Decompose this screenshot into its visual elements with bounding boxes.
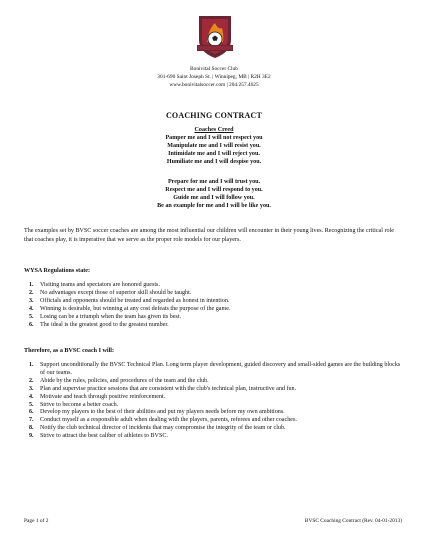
creed-block-2 xyxy=(0,179,428,211)
club-name: Bonivital Soccer Club xyxy=(190,66,238,72)
coach-heading: Therefore, as a BVSC coach I will: xyxy=(24,348,114,354)
list-item: 2. Abide by the rules, policies, and procedures of the team and the club. xyxy=(29,377,209,384)
list-item: 6. Develop my players to the best of their abilities and put my players needs before my own ambitions. xyxy=(29,409,285,416)
list-item: 8. Notify the club technical director of incidents that may compromise the integrity of the team or club. xyxy=(29,425,286,432)
list-item: 4. Winning is desirable, but winning at any cost defeats the purpose of the game. xyxy=(29,305,231,312)
list-item: 6. The ideal is the greatest good to the greatest number. xyxy=(29,321,169,328)
creed-line: Prepare for me and I will trust you. xyxy=(167,179,261,185)
club-logo xyxy=(196,12,234,60)
list-item: 9. Strive to attract the best caliber of athletes to BVSC. xyxy=(29,433,168,440)
wysa-list xyxy=(24,282,402,329)
list-item: 5. Strive to become a better coach. xyxy=(29,401,119,408)
creed-heading: Coaches Creed xyxy=(194,127,234,133)
list-item: 7. Conduct myself as a responsible adult when dealing with the players, parents, referees and other coaches. xyxy=(29,417,297,424)
list-item: 3. Officials and opponents should be treated and regarded as honest in intention. xyxy=(29,297,230,304)
list-item: 2. No advantages except those of superior skill should be taught. xyxy=(29,289,192,296)
list-item: 5. Losing can be a triumph when the team has given its best. xyxy=(29,313,182,320)
footer-document-revision: BVSC Coaching Contract (Rev. 04-01-2013) xyxy=(304,518,402,524)
list-item: 1. Support unconditionally the BVSC Technical Plan. Long term player development, guided discovery and small-sided games are the building blocks of our teams. xyxy=(29,362,401,376)
footer-page-number: Page 1 of 2 xyxy=(24,518,49,524)
coach-list xyxy=(24,362,402,441)
creed-block-1 xyxy=(0,127,428,167)
wysa-heading: WYSA Regulations state: xyxy=(24,268,91,274)
page-title: COACHING CONTRACT xyxy=(165,111,263,120)
list-item: 3. Plan and supervise practice sessions that are consistent with the club's technical plan, instructive and fun. xyxy=(29,385,297,392)
club-contact: www.bonivitalsoccer.com | 204.257.4625 xyxy=(169,82,259,88)
list-item: 4. Motivate and teach through positive reinforcement. xyxy=(29,393,166,400)
creed-line: Humiliate me and I will despise you. xyxy=(166,158,262,165)
list-item: 1. Visiting teams and spectators are honored guests. xyxy=(29,282,160,288)
creed-line: Manipulate me and I will resist you. xyxy=(167,142,261,149)
shield-soccer-ball-icon xyxy=(196,12,234,60)
club-address: 301-690 Saint Joseph St. | Winnipeg, MB | R2H 3E2 xyxy=(157,74,271,80)
intro-paragraph: The examples set by BVSC soccer coaches are among the most influential our children will encounter in their young lives. Recognizing the critical role that coaches play, it is imperative that we serve as the proper role models for our players. xyxy=(24,228,394,244)
creed-line: Intimidate me and I will reject you. xyxy=(168,150,260,157)
creed-line: Guide me and I will follow you. xyxy=(173,194,255,201)
creed-line: Respect me and I will respond to you. xyxy=(165,186,263,193)
creed-line: Pamper me and I will not respect you xyxy=(165,134,263,141)
creed-line: Be an example for me and I will be like you. xyxy=(157,202,271,209)
